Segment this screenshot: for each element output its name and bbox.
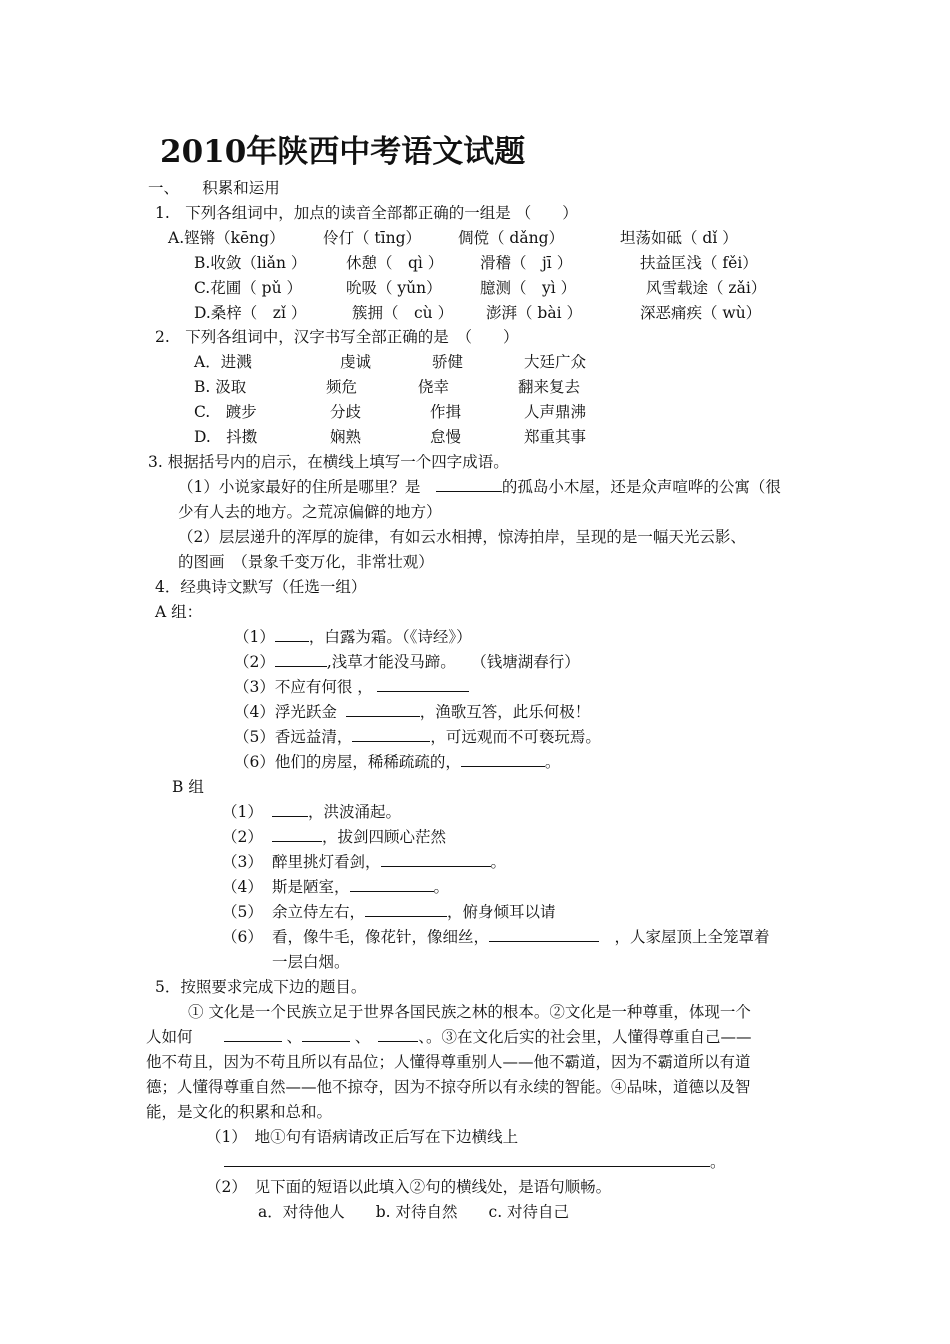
q4-b6-continued: 一层白烟。 — [272, 953, 350, 971]
q1-stem: 1. 下列各组词中，加点的读音全部都正确的一组是 （ ） — [155, 204, 578, 222]
q3-part1-line1: （1）小说家最好的住所是哪里？是 的孤岛小木屋，还是众声喧哗的公寓（很 — [178, 478, 781, 496]
answer-blank[interactable] — [224, 1027, 282, 1042]
answer-blank[interactable] — [381, 852, 491, 867]
q5-passage-line5: 能，是文化的积累和总和。 — [146, 1103, 333, 1121]
q5-sub2-options: a．对待他人 b. 对待自然 c. 对待自己 — [258, 1203, 570, 1221]
q2-a-3: 骄健 — [432, 353, 464, 371]
q5-passage-line2: 人如何 、 、 、。③在文化后实的社会里，人懂得尊重自己—— — [146, 1028, 752, 1046]
q1-d-2: 簇拥（ cù ） — [352, 304, 454, 322]
q2-d-1: D. 抖擞 — [194, 428, 258, 446]
q4-b1-num: （1） — [222, 803, 263, 821]
q4-group-a-label: A 组： — [155, 603, 203, 621]
q2-d-3: 怠慢 — [430, 428, 462, 446]
q1-c-3: 臆测（ yì ） — [480, 279, 577, 297]
q3-part2-line1: （2）层层递升的浑厚的旋律，有如云水相搏，惊涛拍岸，呈现的是一幅天光云影、 — [178, 528, 746, 546]
q4-b6-num: （6） — [222, 928, 263, 946]
q4-a3: （3）不应有何很 ， — [234, 677, 469, 697]
q4-b5: 余立侍左右， ，俯身倾耳以请 — [272, 903, 556, 921]
q5-passage-line4: 德；人懂得尊重自然——他不掠夺，因为不掠夺所以有永续的智能。④品味，道德以及智 — [146, 1078, 751, 1096]
q3-part2-line2: 的图画 （景象千变万化，非常壮观） — [178, 553, 434, 571]
q2-c-3: 作揖 — [430, 403, 462, 421]
q4-b1: ，洪波涌起。 — [272, 802, 401, 822]
q4-b6: 看，像牛毛，像花针，像细丝， ，人家屋顶上全笼罩着 — [272, 928, 770, 946]
answer-blank[interactable] — [436, 477, 502, 492]
answer-blank[interactable] — [272, 827, 322, 842]
q3-stem: 3. 根据括号内的启示，在横线上填写一个四字成语。 — [148, 453, 509, 471]
q5-passage-line3: 他不苟且，因为不苟且所以有品位；人懂得尊重别人——他不霸道，因为不霸道所以有道 — [146, 1053, 751, 1071]
q4-a4: （4）浮光跃金 ，渔歌互答，此乐何极！ — [234, 703, 591, 721]
answer-blank[interactable] — [302, 1027, 350, 1042]
q4-b2: ，拔剑四顾心茫然 — [272, 827, 446, 847]
q1-a-2: 伶仃（ tīng） — [323, 229, 422, 247]
q4-b2-num: （2） — [222, 828, 263, 846]
section-heading: 一、 积累和运用 — [148, 179, 280, 197]
q2-c-2: 分歧 — [330, 403, 362, 421]
answer-blank[interactable] — [378, 1027, 418, 1042]
q5-sub2: （2） 见下面的短语以此填入②句的横线处，是语句顺畅。 — [206, 1178, 612, 1196]
answer-line[interactable] — [224, 1152, 710, 1167]
answer-blank[interactable] — [461, 752, 545, 767]
answer-blank[interactable] — [346, 702, 420, 717]
q2-b-4: 翻来复去 — [518, 378, 581, 396]
q2-b-3: 侥幸 — [418, 378, 450, 396]
q1-b-3: 滑稽（ jī ） — [480, 254, 573, 272]
q4-a5: （5）香远益清， ，可远观而不可亵玩焉。 — [234, 728, 601, 746]
q5-passage-line1: ① 文化是一个民族立足于世界各国民族之林的根本。②文化是一种尊重，体现一个 — [188, 1003, 751, 1021]
q3-part1-line2: 少有人去的地方。之荒凉偏僻的地方） — [178, 503, 442, 521]
answer-blank[interactable] — [350, 877, 434, 892]
page-title: 2010年陕西中考语文试题 — [160, 134, 526, 170]
q4-stem: 4．经典诗文默写（任选一组） — [155, 578, 367, 596]
q4-b4-num: （4） — [222, 878, 263, 896]
q2-b-2: 频危 — [326, 378, 358, 396]
answer-blank[interactable] — [489, 927, 599, 942]
q5-sub1-answer-line: 。 — [224, 1152, 726, 1172]
answer-blank[interactable] — [275, 627, 309, 642]
q4-group-b-label: B 组 — [172, 778, 204, 796]
q1-c-4: 风雪载途（ zǎi） — [646, 279, 767, 297]
q5-stem: 5．按照要求完成下边的题目。 — [155, 978, 367, 996]
q4-a6: （6）他们的房屋，稀稀疏疏的， 。 — [234, 753, 561, 771]
q5-sub1: （1） 地①句有语病请改正后写在下边横线上 — [206, 1128, 519, 1146]
q2-c-4: 人声鼎沸 — [524, 403, 587, 421]
q1-b-2: 休憩（ qì ） — [346, 254, 444, 272]
q1-d-1: D.桑梓（ zǐ ） — [194, 304, 307, 322]
q1-c-1: C.花圃（ pǔ ） — [194, 279, 302, 297]
q2-stem: 2. 下列各组词中，汉字书写全部正确的是 （ ） — [155, 328, 519, 346]
q2-c-1: C. 踱步 — [194, 403, 257, 421]
q1-d-3: 澎湃（ bài ） — [486, 304, 582, 322]
q1-a-3: 倜傥（ dǎng） — [458, 229, 564, 247]
q2-b-1: B. 汲取 — [194, 378, 247, 396]
q4-a1: （1） ，白露为霜。（《诗经》） — [234, 628, 472, 646]
q1-d-4: 深恶痛疾（ wù） — [640, 304, 762, 322]
q2-d-2: 娴熟 — [330, 428, 362, 446]
q4-b3: 醉里挑灯看剑， 。 — [272, 853, 507, 871]
answer-blank[interactable] — [352, 727, 430, 742]
answer-blank[interactable] — [275, 652, 327, 667]
q4-a2: （2） ,浅草才能没马蹄。 （钱塘湖春行） — [234, 653, 580, 671]
answer-blank[interactable] — [365, 902, 447, 917]
q4-b4: 斯是陋室， 。 — [272, 878, 450, 896]
q4-b3-num: （3） — [222, 853, 263, 871]
q1-b-4: 扶益匡浅（ fěi） — [640, 254, 758, 272]
q2-a-1: A．进溅 — [194, 353, 252, 371]
q4-b5-num: （5） — [222, 903, 263, 921]
q1-a-4: 坦荡如砥（ dǐ ） — [620, 229, 738, 247]
q2-a-4: 大廷广众 — [524, 353, 587, 371]
q1-b-1: B.收敛（liǎn ） — [194, 254, 307, 272]
answer-blank[interactable] — [272, 802, 308, 817]
answer-blank[interactable] — [377, 677, 469, 692]
q1-c-2: 吮吸（ yǔn） — [346, 279, 442, 297]
q2-a-2: 虔诚 — [340, 353, 372, 371]
q2-d-4: 郑重其事 — [524, 428, 587, 446]
q1-a-1: A.铿锵（kēng） — [168, 229, 285, 247]
